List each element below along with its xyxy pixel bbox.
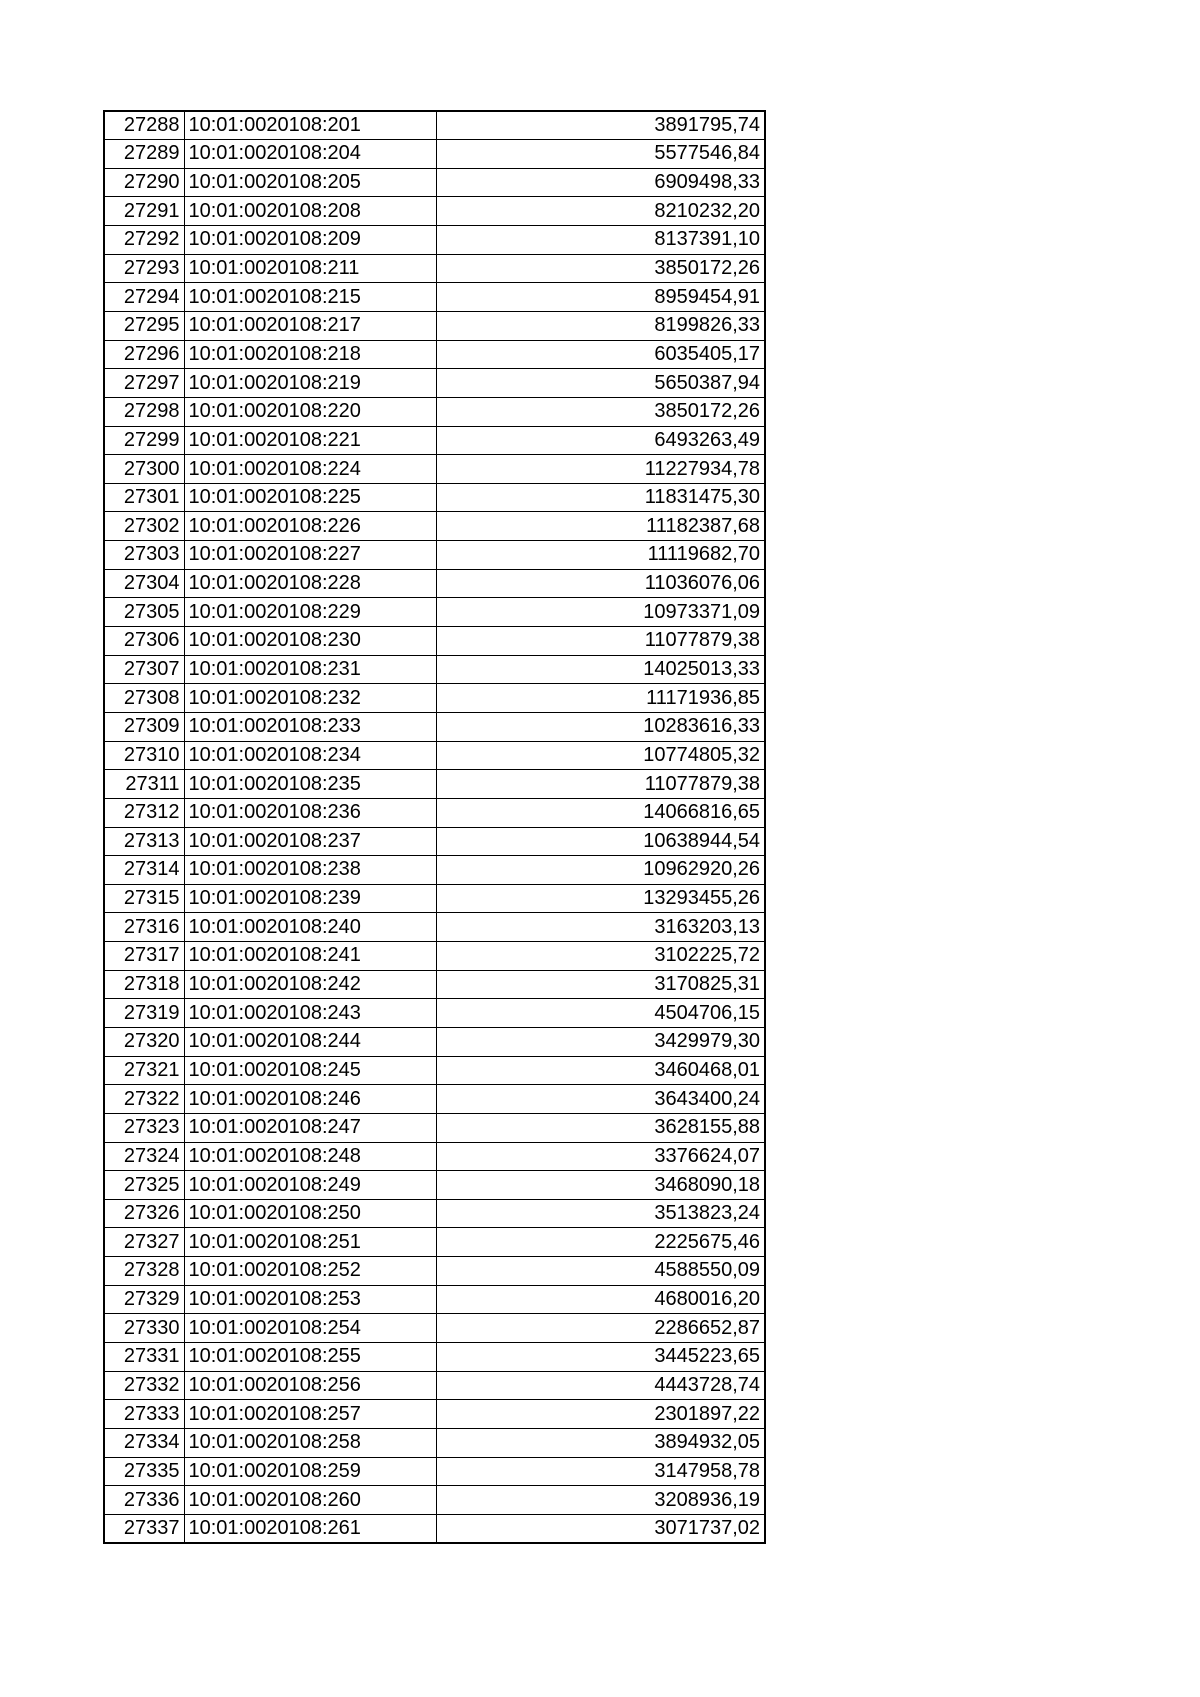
table-row [104,254,765,283]
row-number-cell: 27312 [104,798,184,827]
value-cell: 3513823,24 [436,1199,765,1228]
cadastral-number-cell: 10:01:0020108:258 [184,1428,436,1457]
table-row [104,770,765,799]
value-cell: 3628155,88 [436,1113,765,1142]
value-cell: 6909498,33 [436,168,765,197]
table-row [104,827,765,856]
table-row [104,970,765,999]
value-cell: 5650387,94 [436,369,765,398]
table-row [104,226,765,255]
value-cell: 14066816,65 [436,798,765,827]
cadastral-number-cell: 10:01:0020108:240 [184,913,436,942]
row-number-cell: 27309 [104,712,184,741]
value-cell: 3850172,26 [436,254,765,283]
table-row [104,1514,765,1543]
cadastral-number-cell: 10:01:0020108:261 [184,1514,436,1543]
row-number-cell: 27293 [104,254,184,283]
value-cell: 8959454,91 [436,283,765,312]
table-row [104,426,765,455]
cadastral-number-cell: 10:01:0020108:233 [184,712,436,741]
value-cell: 3376624,07 [436,1142,765,1171]
row-number-cell: 27322 [104,1085,184,1114]
table-row [104,569,765,598]
cadastral-number-cell: 10:01:0020108:247 [184,1113,436,1142]
value-cell: 6493263,49 [436,426,765,455]
table-row [104,455,765,484]
cadastral-number-cell: 10:01:0020108:229 [184,598,436,627]
cadastral-number-cell: 10:01:0020108:248 [184,1142,436,1171]
cadastral-number-cell: 10:01:0020108:241 [184,942,436,971]
table-row [104,1428,765,1457]
cadastral-number-cell: 10:01:0020108:250 [184,1199,436,1228]
cadastral-number-cell: 10:01:0020108:219 [184,369,436,398]
row-number-cell: 27330 [104,1314,184,1343]
row-number-cell: 27291 [104,197,184,226]
value-cell: 6035405,17 [436,340,765,369]
table-row [104,1486,765,1515]
value-cell: 3643400,24 [436,1085,765,1114]
row-number-cell: 27334 [104,1428,184,1457]
table-row [104,1257,765,1286]
cadastral-number-cell: 10:01:0020108:246 [184,1085,436,1114]
value-cell: 3163203,13 [436,913,765,942]
value-cell: 2301897,22 [436,1400,765,1429]
table-row [104,1085,765,1114]
cadastral-number-cell: 10:01:0020108:236 [184,798,436,827]
cadastral-number-cell: 10:01:0020108:245 [184,1056,436,1085]
value-cell: 11077879,38 [436,627,765,656]
cadastral-number-cell: 10:01:0020108:230 [184,627,436,656]
row-number-cell: 27307 [104,655,184,684]
cadastral-number-cell: 10:01:0020108:243 [184,999,436,1028]
row-number-cell: 27315 [104,884,184,913]
table-row [104,655,765,684]
table-row [104,483,765,512]
table-row [104,1142,765,1171]
value-cell: 4443728,74 [436,1371,765,1400]
table-row [104,1228,765,1257]
cadastral-number-cell: 10:01:0020108:218 [184,340,436,369]
value-cell: 11077879,38 [436,770,765,799]
value-cell: 3071737,02 [436,1514,765,1543]
row-number-cell: 27303 [104,541,184,570]
document-page [103,110,766,1544]
cadastral-number-cell: 10:01:0020108:217 [184,311,436,340]
table-row [104,283,765,312]
table-row [104,111,765,140]
row-number-cell: 27313 [104,827,184,856]
row-number-cell: 27290 [104,168,184,197]
table-row [104,598,765,627]
table-row [104,856,765,885]
value-cell: 11119682,70 [436,541,765,570]
row-number-cell: 27327 [104,1228,184,1257]
row-number-cell: 27323 [104,1113,184,1142]
row-number-cell: 27304 [104,569,184,598]
table-row [104,884,765,913]
value-cell: 3102225,72 [436,942,765,971]
cadastral-value-table [103,110,766,1544]
row-number-cell: 27335 [104,1457,184,1486]
value-cell: 3445223,65 [436,1343,765,1372]
cadastral-number-cell: 10:01:0020108:208 [184,197,436,226]
row-number-cell: 27305 [104,598,184,627]
row-number-cell: 27308 [104,684,184,713]
row-number-cell: 27288 [104,111,184,140]
cadastral-number-cell: 10:01:0020108:225 [184,483,436,512]
table-row [104,798,765,827]
row-number-cell: 27329 [104,1285,184,1314]
row-number-cell: 27310 [104,741,184,770]
cadastral-number-cell: 10:01:0020108:237 [184,827,436,856]
table-row [104,369,765,398]
table-row [104,140,765,169]
cadastral-number-cell: 10:01:0020108:209 [184,226,436,255]
value-cell: 10774805,32 [436,741,765,770]
cadastral-number-cell: 10:01:0020108:259 [184,1457,436,1486]
row-number-cell: 27331 [104,1343,184,1372]
value-cell: 4504706,15 [436,999,765,1028]
table-row [104,684,765,713]
table-body [104,111,765,1543]
row-number-cell: 27318 [104,970,184,999]
value-cell: 3850172,26 [436,397,765,426]
cadastral-number-cell: 10:01:0020108:204 [184,140,436,169]
value-cell: 11182387,68 [436,512,765,541]
table-row [104,541,765,570]
table-row [104,1028,765,1057]
row-number-cell: 27321 [104,1056,184,1085]
table-row [104,1199,765,1228]
row-number-cell: 27319 [104,999,184,1028]
cadastral-number-cell: 10:01:0020108:251 [184,1228,436,1257]
value-cell: 3170825,31 [436,970,765,999]
value-cell: 14025013,33 [436,655,765,684]
cadastral-number-cell: 10:01:0020108:220 [184,397,436,426]
table-row [104,712,765,741]
table-row [104,1285,765,1314]
row-number-cell: 27314 [104,856,184,885]
cadastral-number-cell: 10:01:0020108:253 [184,1285,436,1314]
row-number-cell: 27316 [104,913,184,942]
value-cell: 10973371,09 [436,598,765,627]
row-number-cell: 27336 [104,1486,184,1515]
cadastral-number-cell: 10:01:0020108:256 [184,1371,436,1400]
value-cell: 3429979,30 [436,1028,765,1057]
cadastral-number-cell: 10:01:0020108:201 [184,111,436,140]
row-number-cell: 27302 [104,512,184,541]
row-number-cell: 27289 [104,140,184,169]
row-number-cell: 27301 [104,483,184,512]
value-cell: 2225675,46 [436,1228,765,1257]
cadastral-number-cell: 10:01:0020108:228 [184,569,436,598]
value-cell: 8137391,10 [436,226,765,255]
value-cell: 8210232,20 [436,197,765,226]
value-cell: 5577546,84 [436,140,765,169]
value-cell: 3468090,18 [436,1171,765,1200]
row-number-cell: 27292 [104,226,184,255]
row-number-cell: 27298 [104,397,184,426]
cadastral-number-cell: 10:01:0020108:254 [184,1314,436,1343]
row-number-cell: 27300 [104,455,184,484]
value-cell: 8199826,33 [436,311,765,340]
cadastral-number-cell: 10:01:0020108:227 [184,541,436,570]
table-row [104,397,765,426]
value-cell: 11036076,06 [436,569,765,598]
table-row [104,999,765,1028]
table-row [104,340,765,369]
row-number-cell: 27311 [104,770,184,799]
value-cell: 10962920,26 [436,856,765,885]
cadastral-number-cell: 10:01:0020108:234 [184,741,436,770]
row-number-cell: 27320 [104,1028,184,1057]
row-number-cell: 27294 [104,283,184,312]
cadastral-number-cell: 10:01:0020108:226 [184,512,436,541]
cadastral-number-cell: 10:01:0020108:244 [184,1028,436,1057]
row-number-cell: 27332 [104,1371,184,1400]
value-cell: 3894932,05 [436,1428,765,1457]
table-row [104,512,765,541]
row-number-cell: 27326 [104,1199,184,1228]
table-row [104,197,765,226]
cadastral-number-cell: 10:01:0020108:205 [184,168,436,197]
cadastral-number-cell: 10:01:0020108:242 [184,970,436,999]
table-row [104,1371,765,1400]
cadastral-number-cell: 10:01:0020108:211 [184,254,436,283]
value-cell: 2286652,87 [436,1314,765,1343]
row-number-cell: 27299 [104,426,184,455]
table-row [104,1056,765,1085]
row-number-cell: 27333 [104,1400,184,1429]
cadastral-number-cell: 10:01:0020108:239 [184,884,436,913]
value-cell: 13293455,26 [436,884,765,913]
value-cell: 11831475,30 [436,483,765,512]
table-row [104,311,765,340]
table-row [104,168,765,197]
row-number-cell: 27295 [104,311,184,340]
value-cell: 4588550,09 [436,1257,765,1286]
cadastral-number-cell: 10:01:0020108:231 [184,655,436,684]
cadastral-number-cell: 10:01:0020108:260 [184,1486,436,1515]
value-cell: 4680016,20 [436,1285,765,1314]
table-row [104,1113,765,1142]
value-cell: 10638944,54 [436,827,765,856]
cadastral-number-cell: 10:01:0020108:252 [184,1257,436,1286]
value-cell: 3208936,19 [436,1486,765,1515]
cadastral-number-cell: 10:01:0020108:221 [184,426,436,455]
row-number-cell: 27297 [104,369,184,398]
table-row [104,1400,765,1429]
value-cell: 11171936,85 [436,684,765,713]
row-number-cell: 27306 [104,627,184,656]
table-row [104,1314,765,1343]
value-cell: 3891795,74 [436,111,765,140]
value-cell: 10283616,33 [436,712,765,741]
cadastral-number-cell: 10:01:0020108:215 [184,283,436,312]
row-number-cell: 27325 [104,1171,184,1200]
value-cell: 3147958,78 [436,1457,765,1486]
table-row [104,942,765,971]
table-row [104,741,765,770]
row-number-cell: 27296 [104,340,184,369]
cadastral-number-cell: 10:01:0020108:255 [184,1343,436,1372]
table-row [104,627,765,656]
row-number-cell: 27317 [104,942,184,971]
cadastral-number-cell: 10:01:0020108:257 [184,1400,436,1429]
table-row [104,1343,765,1372]
row-number-cell: 27337 [104,1514,184,1543]
cadastral-number-cell: 10:01:0020108:232 [184,684,436,713]
cadastral-number-cell: 10:01:0020108:238 [184,856,436,885]
cadastral-number-cell: 10:01:0020108:249 [184,1171,436,1200]
row-number-cell: 27328 [104,1257,184,1286]
table-row [104,1171,765,1200]
value-cell: 11227934,78 [436,455,765,484]
cadastral-number-cell: 10:01:0020108:224 [184,455,436,484]
table-row [104,1457,765,1486]
value-cell: 3460468,01 [436,1056,765,1085]
cadastral-number-cell: 10:01:0020108:235 [184,770,436,799]
table-row [104,913,765,942]
row-number-cell: 27324 [104,1142,184,1171]
